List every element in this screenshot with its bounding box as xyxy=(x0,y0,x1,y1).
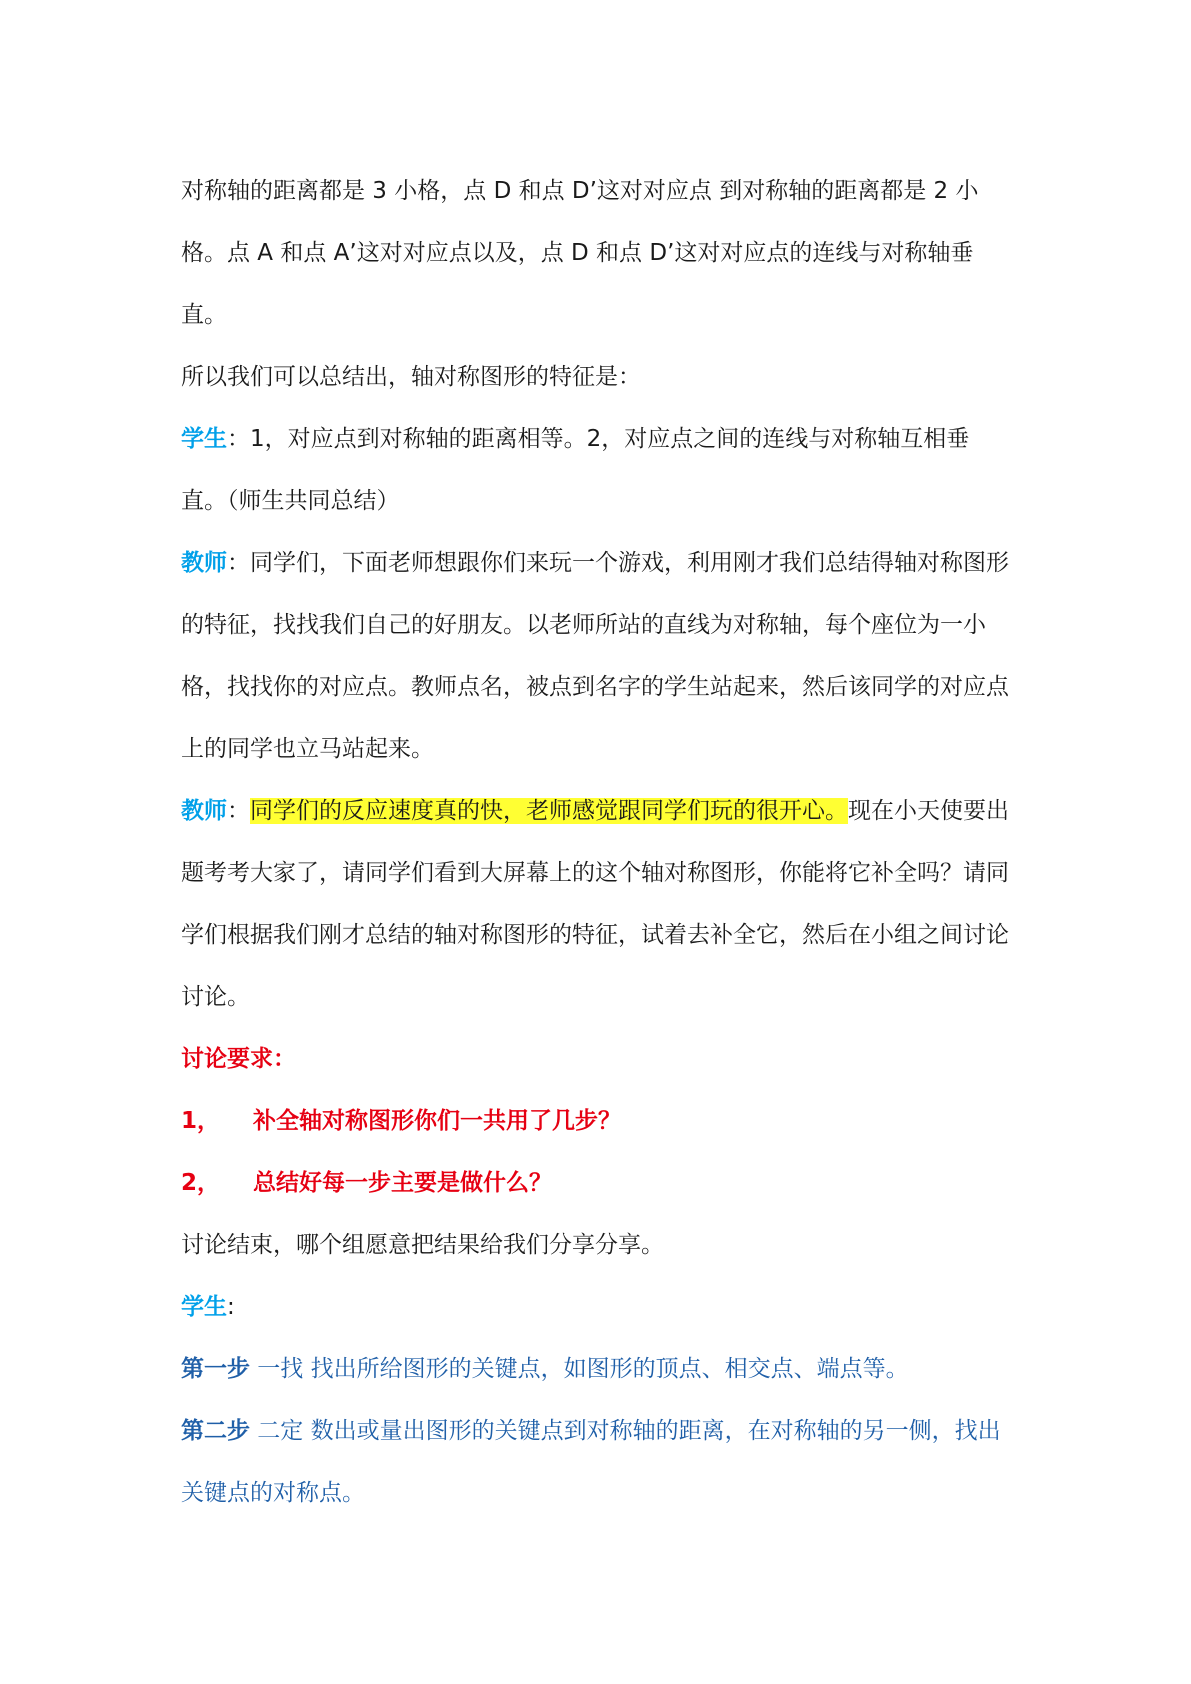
paragraph-teacher-task xyxy=(181,780,1011,1028)
discussion-item xyxy=(181,1090,1011,1152)
discussion-heading: 讨论要求： xyxy=(181,1046,296,1072)
paragraph-discussion-end: 讨论结束，哪个组愿意把结果给我们分享分享。 xyxy=(181,1232,664,1258)
discussion-item-number: 2， xyxy=(181,1170,221,1196)
discussion-item-text: 总结好每一步主要是做什么？ xyxy=(253,1170,552,1196)
paragraph-summary-intro: 所以我们可以总结出，轴对称图形的特征是： xyxy=(181,364,641,390)
teacher-task-text: 现在小天使要出题考考大家了，请同学们看到大屏幕上的这个轴对称图形，你能将它补全吗？请同学们根据我们刚才总结的轴对称图形的特征，试着去补全它，然后在小组之间讨论讨论。 xyxy=(181,798,1009,1010)
step-two-text: 二定 数出或量出图形的关键点到对称轴的距离，在对称轴的另一侧，找出关键点的对称点。 xyxy=(181,1418,1001,1506)
step-one xyxy=(181,1338,1011,1400)
student-summary-text: ：1，对应点到对称轴的距离相等。2，对应点之间的连线与对称轴互相垂直。（师生共同总结） xyxy=(181,426,970,514)
paragraph-teacher-game xyxy=(181,532,1011,780)
paragraph-distance: 对称轴的距离都是 3 小格，点 D 和点 D’这对对应点 到对称轴的距离都是 2 小格。点 A 和点 A’这对对应点以及，点 D 和点 D’这对对应点的连线与对称轴垂直。 xyxy=(181,178,979,328)
highlighted-text: 同学们的反应速度真的快，老师感觉跟同学们玩的很开心。 xyxy=(250,798,848,824)
step-one-text: 一找 找出所给图形的关键点，如图形的顶点、相交点、端点等。 xyxy=(250,1356,909,1382)
speaker-student: 学生 xyxy=(181,426,227,452)
step-two-label: 第二步 xyxy=(181,1418,250,1444)
speaker-teacher: 教师 xyxy=(181,798,227,824)
speaker-teacher: 教师 xyxy=(181,550,227,576)
paragraph-student-label xyxy=(181,1276,1011,1338)
discussion-item-text: 补全轴对称图形你们一共用了几步？ xyxy=(253,1108,621,1134)
discussion-item xyxy=(181,1152,1011,1214)
step-two xyxy=(181,1400,1011,1524)
teacher-colon: ： xyxy=(227,798,250,824)
step-one-label: 第一步 xyxy=(181,1356,250,1382)
document-body xyxy=(181,160,1011,1524)
discussion-item-number: 1， xyxy=(181,1108,221,1134)
paragraph-student-summary xyxy=(181,408,1011,532)
speaker-student: 学生 xyxy=(181,1294,227,1320)
student-colon: : xyxy=(227,1294,235,1320)
teacher-game-text: ：同学们，下面老师想跟你们来玩一个游戏，利用刚才我们总结得轴对称图形的特征，找找我们自己的好朋友。以老师所站的直线为对称轴，每个座位为一小格，找找你的对应点。教师点名，被点到名字的学生站起来，然后该同学的对应点上的同学也立马站起来。 xyxy=(181,550,1009,762)
